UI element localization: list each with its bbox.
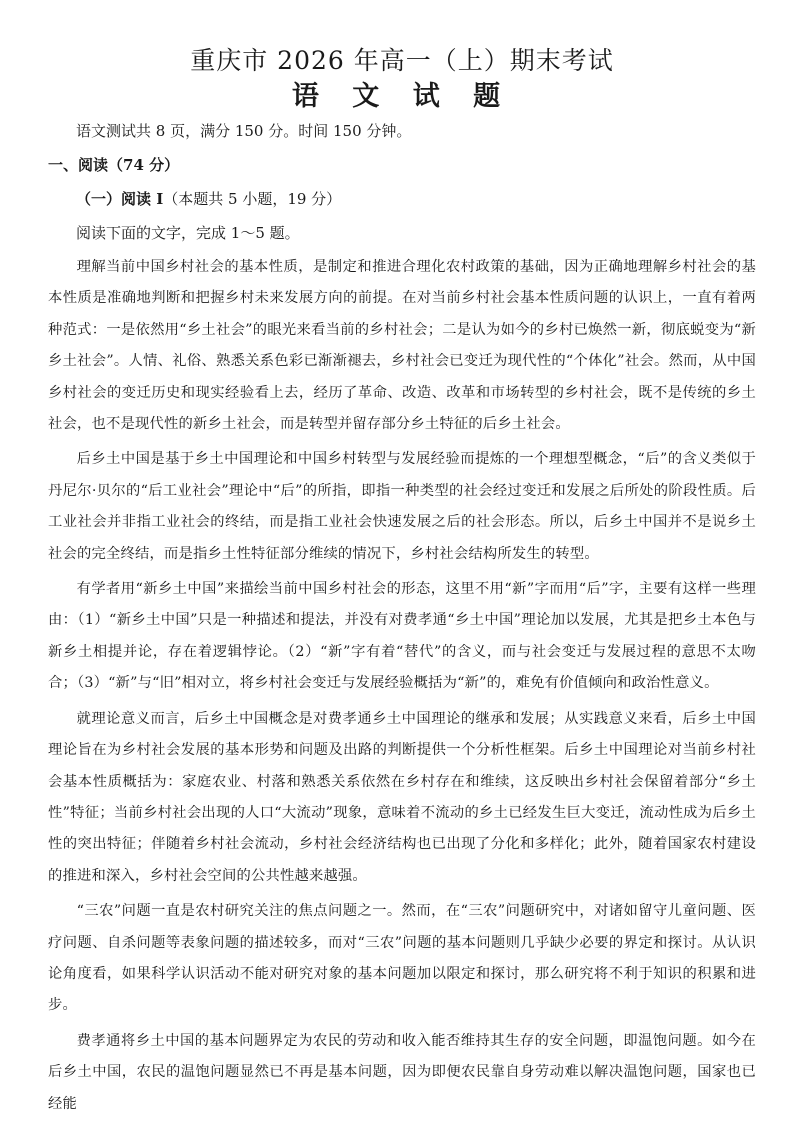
- passage-paragraph: 理解当前中国乡村社会的基本性质，是制定和推进合理化农村政策的基础，因为正确地理解乡村社会的基本性质是准确地判断和把握乡村未来发展方向的前提。在对当前乡村社会基本性质问题的认识上，一直有着两种范式：一是依然用“乡土社会”的眼光来看当前的乡村社会；二是认为如今的乡村已焕然一新，彻底蜕变为“新乡土社会”。人情、礼俗、熟悉关系色彩已渐渐褪去，乡村社会已变迁为现代性的“个体化”社会。然而，从中国乡村社会的变迁历史和现实经验看上去，经历了革命、改造、改革和市场转型的乡村社会，既不是传统的乡土社会，也不是现代性的新乡土社会，而是转型并留存部分乡土特征的后乡土社会。: [48, 259, 757, 433]
- section-heading: 一、阅读（74 分）: [48, 156, 180, 174]
- passage-paragraph: 后乡土中国是基于乡土中国理论和中国乡村转型与发展经验而提炼的一个理想型概念，“后”的含义类似于丹尼尔·贝尔的“后工业社会”理论中“后”的所指，即指一种类型的社会经过变迁和发展之后所处的阶段性质。后工业社会并非指工业社会的终结，而是指工业社会快速发展之后的社会形态。所以，后乡土中国并不是说乡土社会的完全终结，而是指乡土性特征部分维续的情况下，乡村社会结构所发生的转型。: [48, 451, 756, 562]
- exam-info: 语文测试共 8 页，满分 150 分。时间 150 分钟。: [76, 122, 412, 140]
- exam-subtitle: 语 文 试 题: [291, 81, 513, 112]
- sub-section-label: （一）阅读 I: [76, 190, 164, 208]
- sub-section-heading: [76, 186, 756, 212]
- exam-title: 重庆市 2026 年高一（上）期末考试: [190, 46, 614, 75]
- passage-paragraph: 就理论意义而言，后乡土中国概念是对费孝通乡土中国理论的继承和发展；从实践意义来看，后乡土中国理论旨在为乡村社会发展的基本形势和问题及出路的判断提供一个分析性框架。后乡土中国理论对当前乡村社会基本性质概括为：家庭农业、村落和熟悉关系依然在乡村存在和维续，这反映出乡村社会保留着部分“乡土性”特征；当前乡村社会出现的人口“大流动”现象，意味着不流动的乡土已经发生巨大变迁，流动性成为后乡土性的突出特征；伴随着乡村社会流动，乡村社会经济结构也已出现了分化和多样化；此外，随着国家农村建设的推进和深入，乡村社会空间的公共性越来越强。: [48, 710, 756, 884]
- sub-section-detail: （本题共 5 小题，19 分）: [163, 190, 342, 208]
- passage-paragraph: 有学者用“新乡土中国”来描绘当前中国乡村社会的形态，这里不用“新”字而用“后”字，主要有这样一些理由：（1）“新乡土中国”只是一种描述和提法，并没有对费孝通“乡土中国”理论加以发展，尤其是把乡土本色与新乡土相提并论，存在着逻辑悖论。（2）“新”字有着“替代”的含义，而与社会变迁与发展过程的意思不太吻合；（3）“新”与“旧”相对立，将乡村社会变迁与发展经验概括为“新”的，难免有价值倾向和政治性意义。: [48, 581, 756, 692]
- passage-paragraph: “三农”问题一直是农村研究关注的焦点问题之一。然而，在“三农”问题研究中，对诸如留守儿童问题、医疗问题、自杀问题等表象问题的描述较多，而对“三农”问题的基本问题则几乎缺少必要的界定和探讨。从认识论角度看，如果科学认识活动不能对研究对象的基本问题加以限定和探讨，那么研究将不利于知识的积累和进步。: [48, 903, 756, 1014]
- reading-instruction: 阅读下面的文字，完成 1～5 题。: [76, 224, 300, 242]
- passage-paragraph: 费孝通将乡土中国的基本问题界定为农民的劳动和收入能否维持其生存的安全问题，即温饱问题。如今在后乡土中国，农民的温饱问题显然已不再是基本问题，因为即便农民靠自身劳动难以解决温饱问题，国家也已经能: [48, 1032, 756, 1112]
